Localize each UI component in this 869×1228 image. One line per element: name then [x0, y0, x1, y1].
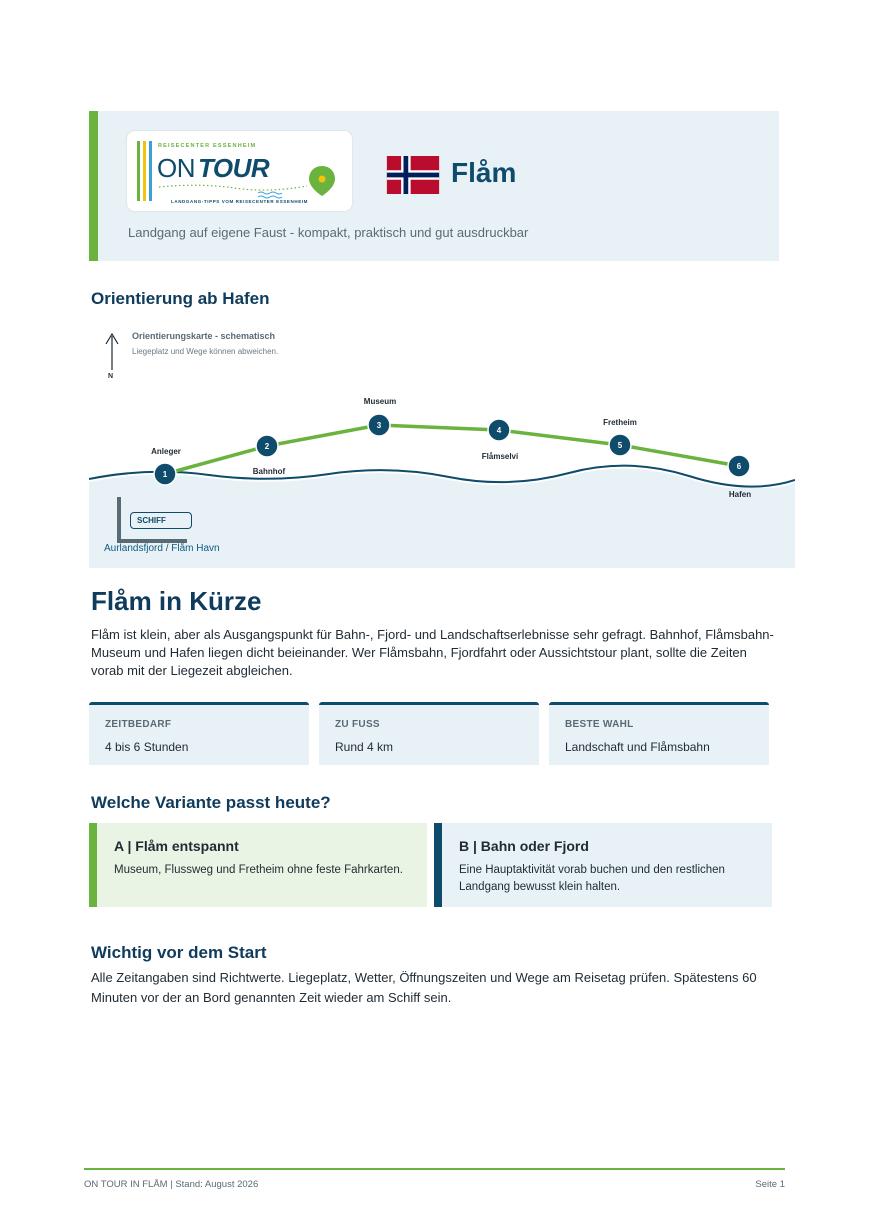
- map-note: Liegeplatz und Wege können abweichen.: [132, 347, 279, 356]
- stop-label-hafen: Hafen: [728, 490, 752, 499]
- fact-card-walking: [319, 702, 539, 765]
- stop-label-flamselvi: Flåmselvi: [481, 452, 519, 461]
- map-route-canvas: [89, 322, 795, 568]
- stop-label-bahnhof: Bahnhof: [252, 467, 286, 476]
- stop-number-2: 2: [264, 442, 270, 451]
- orientation-heading: Orientierung ab Hafen: [91, 289, 270, 308]
- logo-brand-on: ON: [157, 153, 195, 183]
- important-heading: Wichtig vor dem Start: [91, 943, 267, 962]
- variant-card-a: [89, 823, 427, 907]
- north-arrow-icon: [105, 332, 119, 372]
- page-number: Seite 1: [755, 1179, 785, 1190]
- logo-top-text: REISECENTER ESSENHEIM: [158, 143, 257, 149]
- variants-heading: Welche Variante passt heute?: [91, 793, 331, 812]
- logo-bottom-text: LANDGANG-TIPPS VOM REISECENTER ESSENHEIM: [171, 199, 309, 204]
- variant-text: Eine Hauptaktivität vorab buchen und den restlichen Landgang bewusst klein halten.: [459, 864, 725, 893]
- norway-flag-icon: [385, 156, 441, 194]
- footer-left-text: ON TOUR IN FLÅM | Stand: August 2026: [84, 1179, 259, 1190]
- logo-stripe-yellow: [143, 141, 146, 201]
- walking-route: [165, 425, 739, 474]
- logo-dotted-path-icon: [159, 181, 309, 193]
- stop-number-4: 4: [496, 426, 502, 435]
- map-title: Orientierungskarte - schematisch: [132, 331, 276, 341]
- fact-label: BESTE WAHL: [565, 719, 634, 730]
- important-text: Alle Zeitangaben sind Richtwerte. Liegeplatz, Wetter, Öffnungszeiten und Wege am Reisetag prüfen. Spätestens 60 Minuten vor der an Bord genannten Zeit wieder am Schiff sein.: [91, 970, 757, 1005]
- fact-label: ZEITBEDARF: [105, 719, 172, 730]
- variant-card-b: [434, 823, 772, 907]
- variant-accent-bar: [89, 823, 97, 907]
- location-pin-icon: [307, 164, 337, 198]
- fact-card-time: [89, 702, 309, 765]
- stop-number-3: 3: [376, 421, 382, 430]
- header-banner: [89, 111, 779, 261]
- north-label: N: [108, 373, 114, 380]
- water-label: Aurlandsfjord / Flåm Havn: [104, 543, 220, 554]
- pier-vertical: [117, 497, 121, 543]
- stop-label-anleger: Anleger: [151, 447, 181, 456]
- fact-card-best-choice: [549, 702, 769, 765]
- stop-label-fretheim: Fretheim: [603, 418, 637, 427]
- footer-divider: [84, 1168, 785, 1170]
- fact-label: ZU FUSS: [335, 719, 380, 730]
- fjord-water-area: [89, 488, 795, 568]
- fact-value: Landschaft und Flåmsbahn: [565, 740, 710, 754]
- stop-number-6: 6: [736, 462, 742, 471]
- stop-number-5: 5: [617, 441, 623, 450]
- on-tour-logo: [127, 131, 352, 211]
- fact-value: Rund 4 km: [335, 740, 394, 754]
- logo-stripe-green: [137, 141, 140, 201]
- logo-brand-tour: TOUR: [198, 153, 270, 183]
- stop-number-1: 1: [162, 470, 168, 479]
- ship-marker: SCHIFF: [130, 512, 192, 529]
- variant-accent-bar: [434, 823, 442, 907]
- fact-value: 4 bis 6 Stunden: [105, 740, 189, 754]
- header-accent-bar: [89, 111, 98, 261]
- variant-text: Museum, Flussweg und Fretheim ohne feste Fahrkarten.: [114, 864, 403, 876]
- variant-title: A | Flåm entspannt: [114, 838, 239, 854]
- variant-title: B | Bahn oder Fjord: [459, 838, 589, 854]
- logo-stripe-blue: [149, 141, 152, 201]
- orientation-map: [89, 322, 795, 568]
- stop-label-museum: Museum: [363, 397, 397, 406]
- summary-heading: Flåm in Kürze: [91, 586, 262, 616]
- page-title: Flåm: [451, 157, 517, 188]
- page-subtitle: Landgang auf eigene Faust - kompakt, praktisch und gut ausdruckbar: [128, 225, 529, 240]
- summary-text: Flåm ist klein, aber als Ausgangspunkt für Bahn-, Fjord- und Landschaftserlebnisse sehr gefragt. Bahnhof, Flåmsbahn-Museum und Hafen liegen dicht beieinander. Wer Flåmsbahn, Fjordfahrt oder Aussichtstour plant, sollte die Zeiten vorab mit der Liegezeit abgleichen.: [91, 627, 774, 678]
